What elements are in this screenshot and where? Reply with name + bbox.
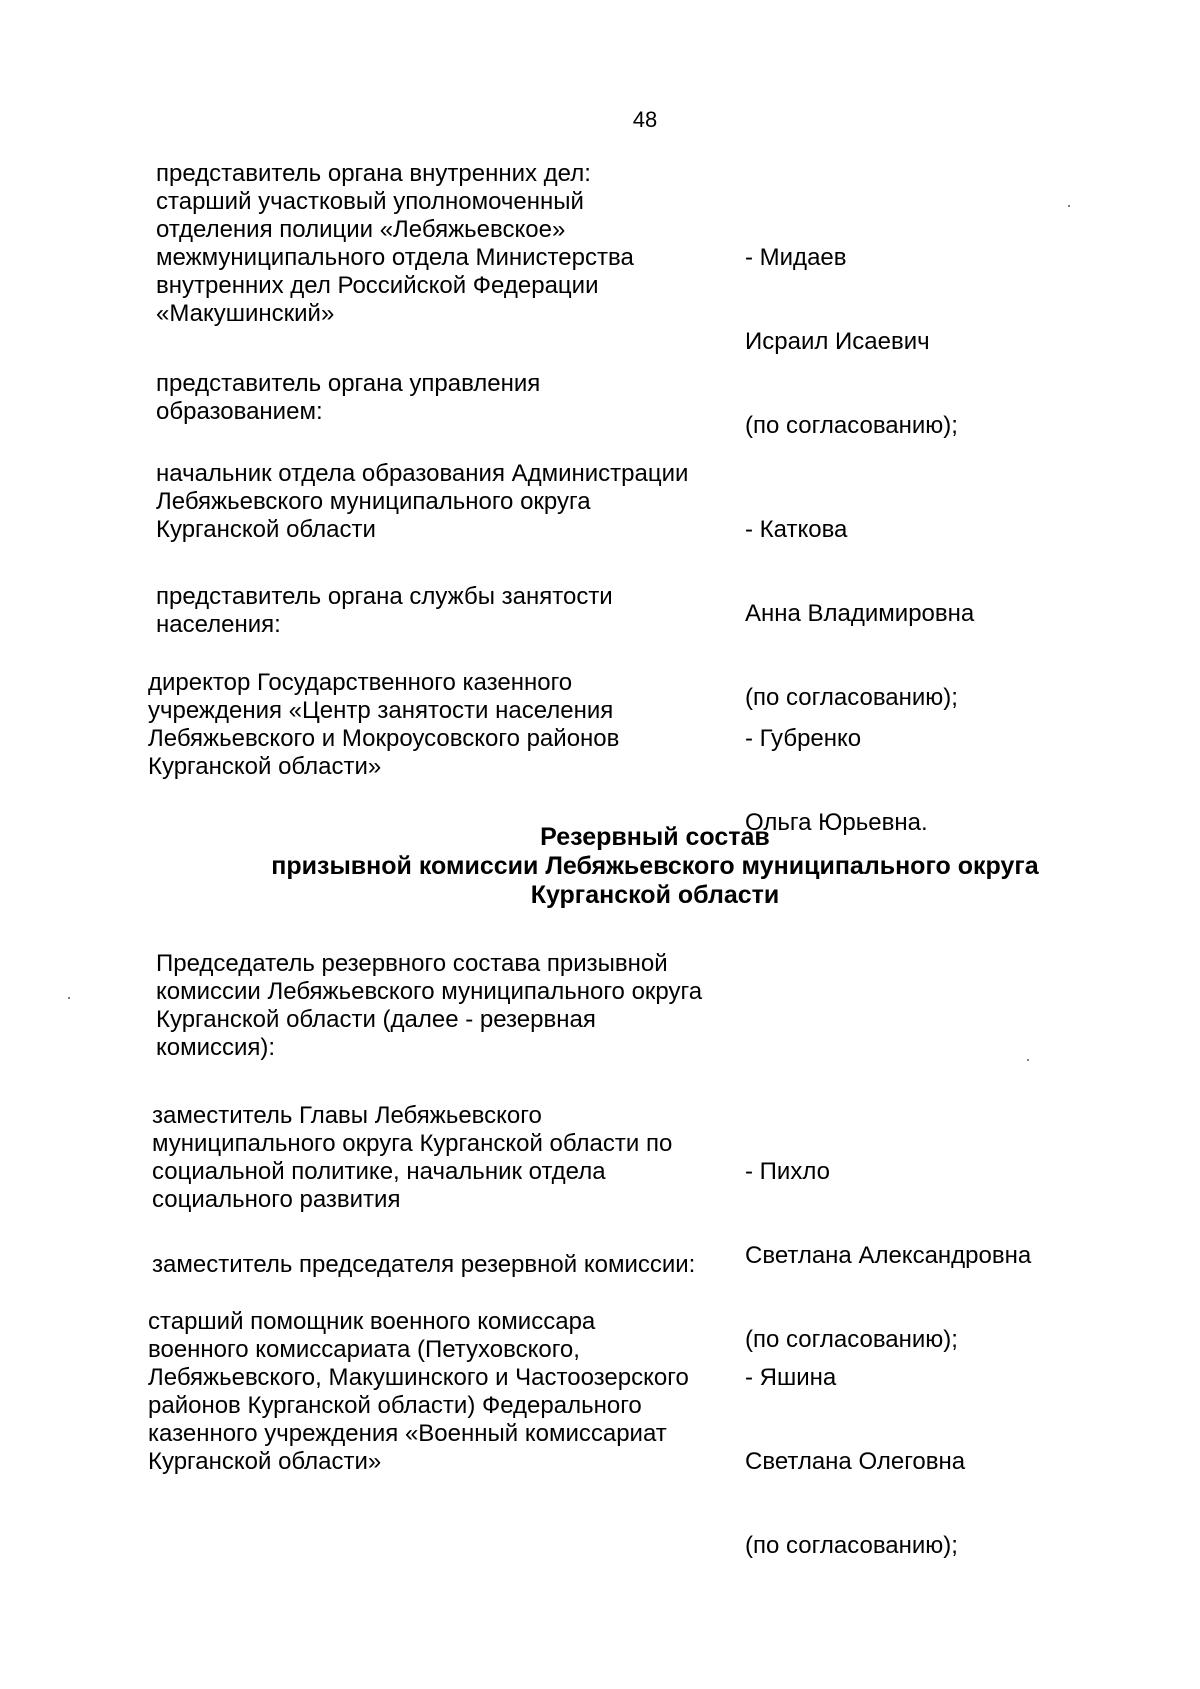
person-note: (по согласованию); <box>745 1326 958 1353</box>
position-line: директор Государственного казенного <box>148 669 573 696</box>
person-name: Исраил Исаевич <box>745 328 930 355</box>
education-role-header: представитель органа управления образованием: <box>156 370 541 425</box>
position-line: социального развития <box>152 1186 401 1213</box>
person-name: Ольга Юрьевна. <box>745 809 928 836</box>
scan-speck <box>1068 205 1070 207</box>
position-line: старший помощник военного комиссара <box>148 1308 596 1335</box>
position-line: социальной политике, начальник отдела <box>152 1158 606 1185</box>
deputy-role-header: заместитель председателя резервной комиссии: <box>152 1251 696 1278</box>
position-line: начальник отдела образования Администрации <box>156 460 689 487</box>
person-name: Анна Владимировна <box>745 600 975 627</box>
person-surname: - Каткова <box>745 516 848 543</box>
position-line: Лебяжьевского муниципального округа <box>156 488 591 515</box>
heading-line: Курганской области <box>530 881 780 909</box>
position-line: заместитель Главы Лебяжьевского <box>152 1102 542 1129</box>
position-line: учреждения «Центр занятости населения <box>148 697 614 724</box>
heading-line: призывной комиссии Лебяжьевского муниципального округа <box>271 852 1039 880</box>
position-line: «Макушинский» <box>156 300 335 327</box>
education-position <box>156 460 688 544</box>
heading-line: Резервный состав <box>540 823 770 851</box>
person-name: Светлана Олеговна <box>745 1448 966 1475</box>
position-line: районов Курганской области) Федерального <box>148 1392 642 1419</box>
police-position <box>156 188 634 328</box>
position-line: межмуниципального отдела Министерства <box>156 244 634 271</box>
person-surname: - Мидаев <box>745 244 847 271</box>
person-surname: - Пихло <box>745 1158 830 1185</box>
position-line: муниципального округа Курганской области по <box>152 1130 673 1157</box>
position-line: старший участковый уполномоченный <box>156 188 584 215</box>
position-line: Курганской области» <box>148 1448 382 1475</box>
police-role-header: представитель органа внутренних дел: <box>156 160 591 187</box>
person-name: Светлана Александровна <box>745 1242 1032 1269</box>
deputy-position <box>148 1308 689 1476</box>
position-line: отделения полиции «Лебяжьевское» <box>156 216 566 243</box>
person-surname: - Яшина <box>745 1364 837 1391</box>
person-surname: - Губренко <box>745 725 862 752</box>
position-line: Лебяжьевского и Мокроусовского районов <box>148 725 620 752</box>
chair-role-header: Председатель резервного состава призывной комиссии Лебяжьевского муниципального округа Курганской области (далее - резервная комиссия): <box>156 950 703 1061</box>
person-note: (по согласованию); <box>745 684 958 711</box>
position-line: военного комиссариата (Петуховского, <box>148 1336 580 1363</box>
scan-speck <box>1027 1059 1029 1061</box>
position-line: Лебяжьевского, Макушинского и Частоозерского <box>148 1364 689 1391</box>
position-line: Курганской области <box>156 516 376 543</box>
position-line: внутренних дел Российской Федерации <box>156 272 599 299</box>
page-number: 48 <box>632 107 658 132</box>
deputy-person <box>745 1308 965 1588</box>
position-line: Курганской области» <box>148 753 382 780</box>
police-person <box>745 188 958 468</box>
employment-role-header: представитель органа службы занятости населения: <box>156 583 613 638</box>
position-line: казенного учреждения «Военный комиссариат <box>148 1420 667 1447</box>
person-note: (по согласованию); <box>745 1532 958 1559</box>
person-note: (по согласованию); <box>745 412 958 439</box>
chair-position <box>152 1102 672 1214</box>
employment-position <box>148 669 619 781</box>
reserve-heading <box>240 823 1070 910</box>
scan-speck <box>68 997 70 999</box>
